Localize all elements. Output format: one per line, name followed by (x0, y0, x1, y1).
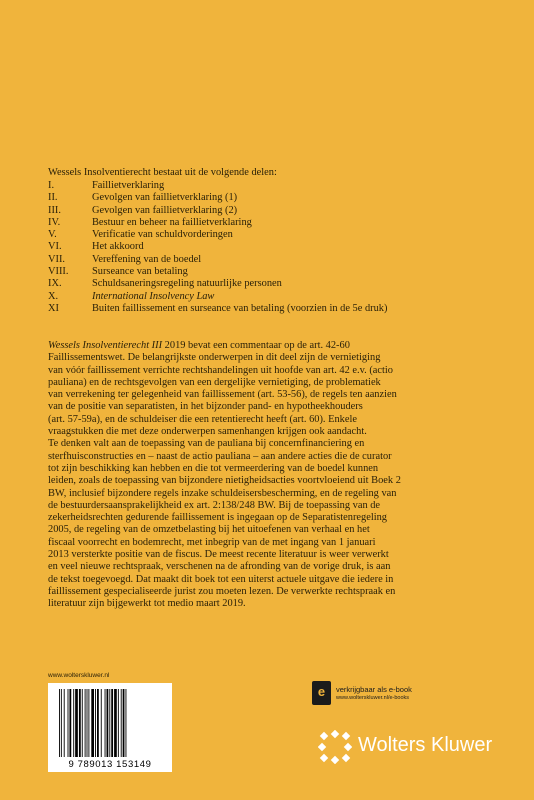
part-title: Vereffening van de boedel (92, 253, 202, 265)
description-line: literatuur zijn bijgewerkt tot medio maart 2019. (48, 598, 246, 610)
part-number: XI (48, 302, 59, 314)
description-line: (art. 57-59a), en de schuldeiser die een retentierecht heeft (art. 60). Enkele (48, 413, 357, 425)
list-item (48, 254, 518, 266)
list-item (48, 192, 518, 204)
list-item (48, 291, 518, 303)
book-description (48, 340, 492, 611)
part-title: Het akkoord (92, 241, 144, 253)
part-title: Gevolgen van faillietverklaring (2) (92, 204, 238, 216)
list-item (48, 278, 518, 290)
description-line: de bestuurdersaansprakelijkheid ex art. 2:138/248 BW. Bij de toepassing van de (48, 499, 381, 511)
part-title: Schuldsaneringsregeling natuurlijke personen (92, 278, 282, 290)
part-number: IX. (48, 278, 62, 290)
part-title: Buiten faillissement en surseance van betaling (voorzien in de 5e druk) (92, 302, 388, 314)
ebook-label: verkrijgbaar als e-book (336, 685, 412, 694)
ebook-badge (312, 681, 512, 707)
publisher-logo (318, 725, 532, 769)
description-line: pauliana) en de rechtsgevolgen van een dergelijke vernietiging, de problematiek (48, 376, 381, 388)
part-number: VI. (48, 241, 62, 253)
part-number: VIII. (48, 266, 69, 278)
description-line: BW, inclusief bijzondere regels inzake schuldeisersbescherming, en de regeling van (48, 487, 397, 499)
publisher-name: Wolters Kluwer (358, 734, 493, 756)
description-line: zekerheidsrechten gedurende faillissement is ingegaan op de Separatistenregeling (48, 512, 388, 524)
description-line: van vóór faillissement verrichte rechtshandelingen uit hoofde van art. 42 e.v. (actio (48, 364, 393, 376)
part-title: International Insolvency Law (92, 290, 215, 302)
part-number: IV. (48, 216, 61, 228)
description-line: van verrekening ter gelegenheid van faillissement (art. 53-56), de regels ten aanzien (48, 389, 397, 401)
list-item (48, 229, 518, 241)
description-line: Te denken valt aan de toepassing van de pauliana bij concernfinanciering en (48, 438, 365, 450)
description-line: van de positie van separatisten, in het bijzonder pand- en hypotheekhouders (48, 401, 363, 413)
part-title: Verificatie van schuldvorderingen (92, 229, 233, 241)
ebook-url: www.wolterskluwer.nl/e-books (336, 695, 410, 701)
part-number: III. (48, 204, 61, 216)
description-line: vraagstukken die met deze onderwerpen samenhangen krijgen ook aandacht. (48, 426, 367, 438)
description-line: faillissement gespecialiseerde jurist zou moeten lezen. De verwerkte rechtspraak en (48, 585, 396, 597)
description-line: Faillissementswet. De belangrijkste onderwerpen in dit deel zijn de vernietiging (48, 352, 381, 364)
part-title: Surseance van betaling (92, 266, 188, 278)
part-title: Bestuur en beheer na faillietverklaring (92, 216, 252, 228)
description-line: 2013 versterkte positie van de fiscus. De meest recente literatuur is weer verwerkt (48, 549, 389, 561)
book-title: Wessels Insolventierecht III (48, 340, 163, 351)
list-item (48, 241, 518, 253)
list-item (48, 180, 518, 192)
description-line: de tekst toegevoegd. Dat maakt dit boek tot een uiterst actuele uitgave die iedere in (48, 573, 394, 585)
list-item (48, 217, 518, 229)
isbn-digits: 9 789013 153149 (68, 759, 152, 770)
part-number: X. (48, 290, 59, 302)
list-item (48, 205, 518, 217)
list-item (48, 303, 518, 315)
description-line: sterfhuisconstructies en – naast de actio pauliana – aan andere acties die de curator (48, 450, 392, 462)
part-number: I. (48, 180, 55, 191)
part-number: V. (48, 229, 57, 241)
website-url: www.wolterskluwer.nl (48, 672, 110, 679)
description-line: Wessels Insolventierecht III 2019 bevat een commentaar op de art. 42-60 (48, 340, 350, 351)
ebook-icon: e (312, 681, 331, 705)
description-line: leiden, zoals de toepassing van bijzondere nietigheidsacties voortvloeiend uit Boek 2 (48, 475, 401, 487)
description-line: fiscaal voorrecht en bodemrecht, met inbegrip van de met ingang van 1 januari (48, 536, 376, 548)
part-title: Gevolgen van faillietverklaring (1) (92, 192, 238, 204)
description-line: tot zijn beschikking kan hebben en die tot vermeerdering van de boedel kunnen (48, 462, 379, 474)
parts-intro: Wessels Insolventierecht bestaat uit de volgende delen: (48, 167, 277, 178)
description-line: 2005, de regeling van de omzetbelasting bij het uitoefenen van verhaal en het (48, 524, 370, 536)
part-number: VII. (48, 253, 66, 265)
wolters-kluwer-logo-icon (318, 730, 352, 764)
barcode-bars (58, 689, 162, 757)
part-number: II. (48, 192, 58, 204)
part-title: Faillietverklaring (92, 180, 165, 191)
list-item (48, 266, 518, 278)
parts-list (48, 180, 518, 315)
isbn-barcode (48, 683, 172, 772)
description-line: en veel nieuwe rechtspraak, verschenen na de afronding van de vorige druk, is aan (48, 561, 391, 573)
